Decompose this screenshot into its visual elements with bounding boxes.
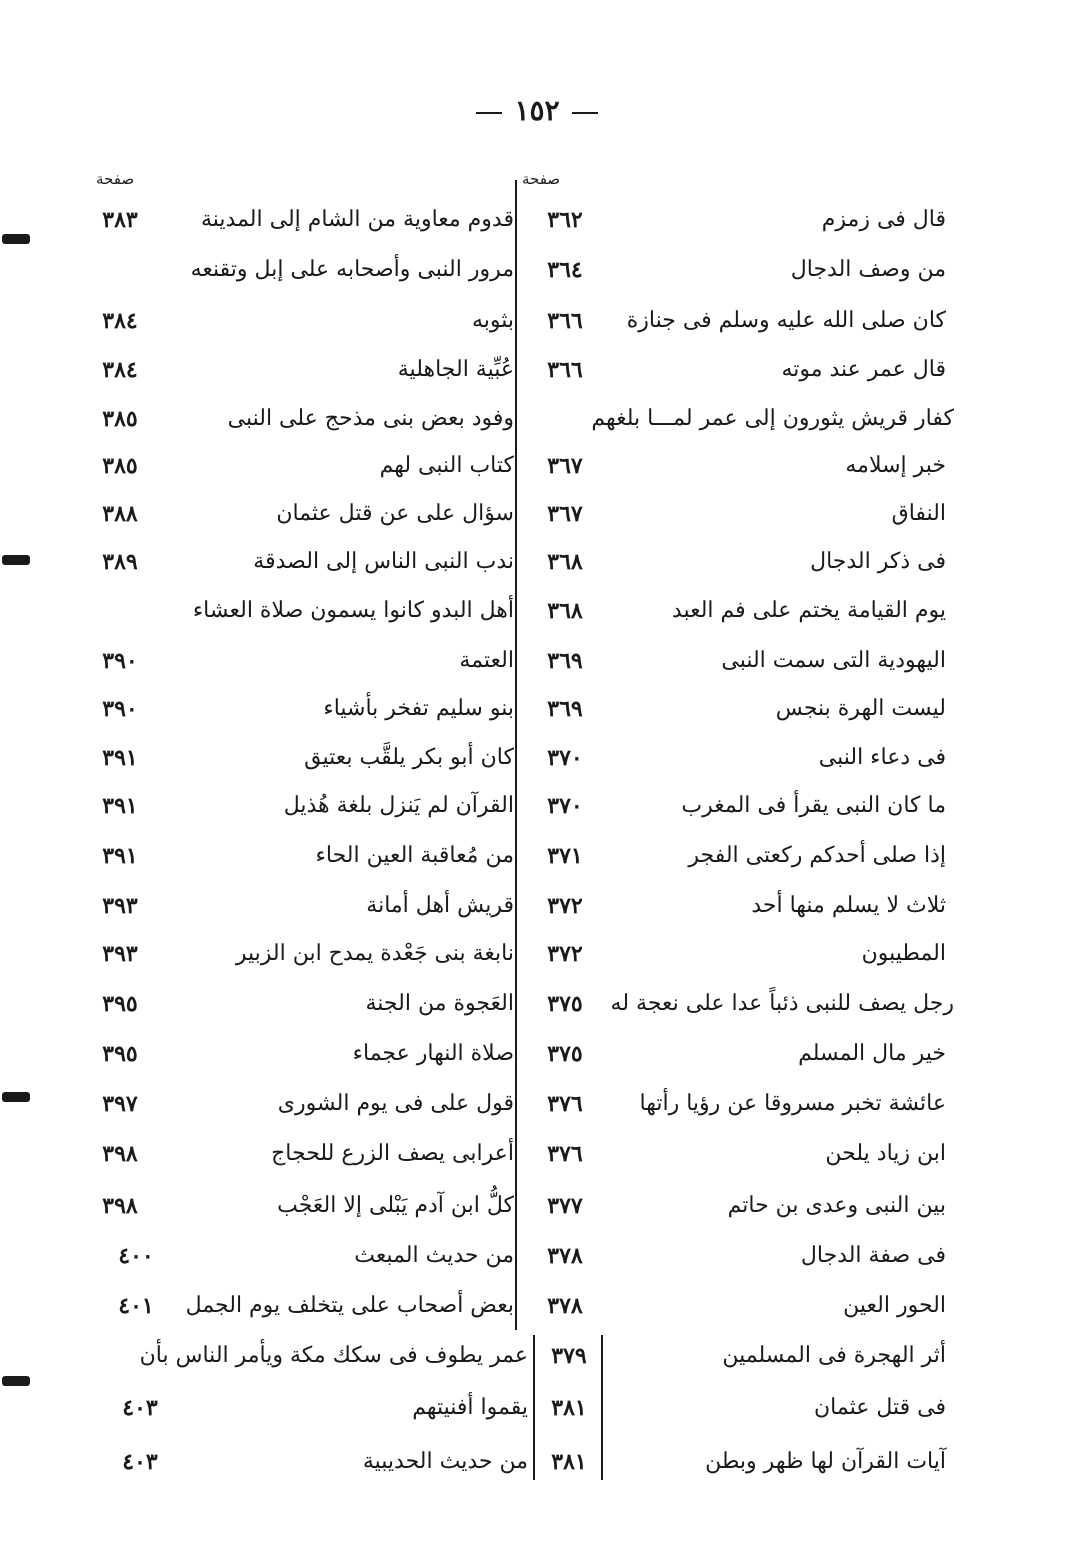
table-row [0, 1281, 1074, 1331]
page-number [0, 94, 1074, 127]
left-entry-title: بثوبه [471, 308, 514, 333]
right-entry-page: ٣٦٧ [547, 453, 583, 479]
left-entry-title: أهل البدو كانوا يسمون صلاة العشاء [192, 598, 514, 623]
right-entry-title: من وصف الدجال [790, 257, 946, 282]
table-row [0, 537, 1074, 587]
left-entry-title: قول على فى يوم الشورى [277, 1091, 514, 1116]
right-entry-title: ثلاث لا يسلم منها أحد [751, 893, 946, 918]
right-entry-page: ٣٧١ [547, 843, 583, 869]
table-row [0, 831, 1074, 881]
right-entry-page: ٣٧٧ [547, 1193, 583, 1219]
left-entry-page: ٣٩٠ [102, 696, 138, 722]
right-entry-page: ٣٦٨ [547, 549, 583, 575]
right-entry-page: ٣٧٩ [551, 1343, 587, 1369]
left-entry-page: ٣٩٣ [102, 893, 138, 919]
right-entry-title: فى قتل عثمان [814, 1395, 946, 1420]
left-entry-page: ٣٨٤ [102, 308, 138, 334]
right-entry-title: كان صلى الله عليه وسلم فى جنازة [626, 308, 946, 333]
right-entry-title: قال عمر عند موته [781, 357, 946, 382]
right-entry-title: رجل يصف للنبى ذئباً عدا على نعجة له [610, 991, 954, 1016]
right-entry-page: ٣٧٢ [547, 893, 583, 919]
right-entry-title: أثر الهجرة فى المسلمين [722, 1343, 946, 1368]
table-row [0, 781, 1074, 831]
right-entry-page: ٣٦٩ [547, 696, 583, 722]
right-entry-title: آيات القرآن لها ظهر وبطن [705, 1449, 946, 1474]
left-entry-title: أعرابى يصف الزرع للحجاج [271, 1141, 514, 1166]
right-entry-title: إذا صلى أحدكم ركعتى الفجر [688, 843, 946, 868]
right-entry-page: ٣٧٦ [547, 1091, 583, 1117]
left-entry-page: ٣٩٠ [102, 648, 138, 674]
right-entry-title: ابن زياد يلحن [825, 1141, 946, 1166]
right-entry-page: ٣٧٦ [547, 1141, 583, 1167]
left-entry-title: وفود بعض بنى مذحج على النبى [227, 406, 514, 431]
left-entry-page: ٣٨٤ [102, 357, 138, 383]
table-row [0, 1231, 1074, 1281]
left-entry-title: من حديث المبعث [354, 1243, 514, 1268]
left-entry-page: ٣٩٥ [102, 991, 138, 1017]
dash-right [476, 112, 502, 114]
right-entry-page [530, 394, 600, 444]
right-entry-title: المطيبون [861, 941, 946, 966]
right-entry-title: يوم القيامة يختم على فم العبد [671, 598, 946, 623]
left-entry-page: ٣٨٣ [102, 207, 138, 233]
table-row [0, 1383, 1074, 1433]
left-entry-title: سؤال على عن قتل عثمان [276, 501, 514, 526]
table-row [0, 489, 1074, 539]
table-row [0, 733, 1074, 783]
left-entry-page: ٣٨٥ [102, 406, 138, 432]
left-entry-page: ٣٩١ [102, 793, 138, 819]
right-entry-page: ٣٧٢ [547, 941, 583, 967]
right-entry-page: ٣٨١ [551, 1395, 587, 1421]
dash-left [572, 112, 598, 114]
left-entry-page: ٣٩٥ [102, 1041, 138, 1067]
right-entry-page: ٣٧٠ [547, 745, 583, 771]
table-row [0, 636, 1074, 686]
right-entry-page: ٣٧٨ [547, 1293, 583, 1319]
right-entry-page: ٣٨١ [551, 1449, 587, 1475]
left-entry-page [80, 245, 160, 295]
right-entry-page: ٣٧٠ [547, 793, 583, 819]
left-entry-page: ٣٩٧ [102, 1091, 138, 1117]
left-entry-title: كلُّ ابن آدم يَبْلى إلا العَجْب [277, 1193, 514, 1218]
right-entry-page: ٣٦٦ [547, 357, 583, 383]
right-entry-title: اليهودية التى سمت النبى [721, 648, 946, 673]
right-entry-title: عائشة تخبر مسروقا عن رؤيا رأتها [639, 1091, 946, 1116]
table-row [0, 296, 1074, 346]
right-entry-title: خبر إسلامه [845, 453, 946, 478]
right-entry-title: فى صفة الدجال [800, 1243, 946, 1268]
left-page-header: صفحة [96, 170, 135, 188]
left-entry-title: بعض أصحاب على يتخلف يوم الجمل [185, 1293, 514, 1318]
right-page-header: صفحة [522, 170, 561, 188]
table-row [0, 245, 1074, 295]
left-entry-title: مرور النبى وأصحابه على إبل وتقنعه [190, 257, 514, 282]
right-entry-title: خير مال المسلم [798, 1041, 946, 1066]
right-entry-title: ليست الهرة بنجس [775, 696, 946, 721]
right-entry-page: ٣٦٤ [547, 257, 583, 283]
left-entry-page: ٣٨٨ [102, 501, 138, 527]
left-entry-title: قريش أهل أمانة [366, 893, 514, 918]
table-row [0, 1079, 1074, 1129]
left-entry-page: ٣٩١ [102, 843, 138, 869]
right-entry-title: فى ذكر الدجال [810, 549, 946, 574]
right-entry-page: ٣٦٦ [547, 308, 583, 334]
right-entry-title: النفاق [891, 501, 946, 526]
left-entry-page: ٣٨٩ [102, 549, 138, 575]
table-row [0, 345, 1074, 395]
left-entry-page: ٣٩٨ [102, 1141, 138, 1167]
right-entry-title: قال فى زمزم [821, 207, 946, 232]
right-entry-page: ٣٦٧ [547, 501, 583, 527]
right-entry-page: ٣٦٨ [547, 598, 583, 624]
right-entry-page: ٣٦٩ [547, 648, 583, 674]
right-entry-title: ما كان النبى يقرأ فى المغرب [681, 793, 946, 818]
left-entry-page: ٤٠٠ [118, 1243, 154, 1269]
table-row [0, 1437, 1074, 1487]
right-entry-title: الحور العين [843, 1293, 946, 1318]
table-row [0, 1331, 1074, 1381]
right-entry-page: ٣٦٢ [547, 207, 583, 233]
left-entry-title: قدوم معاوية من الشام إلى المدينة [200, 207, 514, 232]
table-row [0, 881, 1074, 931]
left-entry-title: العَجوة من الجنة [365, 991, 514, 1016]
table-row [0, 979, 1074, 1029]
left-entry-title: كتاب النبى لهم [379, 453, 514, 478]
table-row [0, 929, 1074, 979]
left-entry-page: ٣٩٣ [102, 941, 138, 967]
left-entry-title: القرآن لم يَنزل بلغة هُذيل [283, 793, 514, 818]
table-row [0, 684, 1074, 734]
left-entry-page: ٤٠٣ [122, 1449, 158, 1475]
table-row [0, 1181, 1074, 1231]
left-entry-page: ٤٠١ [118, 1293, 154, 1319]
right-entry-title: كفار قريش يثورون إلى عمر لمـــا بلغهم [591, 406, 954, 431]
left-entry-title: عُبِّية الجاهلية [397, 357, 514, 382]
left-entry-page: ٤٠٣ [122, 1395, 158, 1421]
right-entry-page: ٣٧٥ [547, 991, 583, 1017]
table-row [0, 1129, 1074, 1179]
table-row [0, 195, 1074, 245]
left-entry-title: كان أبو بكر يلقَّب بعتيق [304, 745, 514, 770]
table-row [0, 586, 1074, 636]
left-entry-title: نابغة بنى جَعْدة يمدح ابن الزبير [235, 941, 514, 966]
right-entry-title: بين النبى وعدى بن حاتم [727, 1193, 946, 1218]
table-row [0, 394, 1074, 444]
left-entry-page: ٣٩١ [102, 745, 138, 771]
left-entry-page [96, 1331, 176, 1381]
table-row [0, 1029, 1074, 1079]
right-entry-title: فى دعاء النبى [818, 745, 946, 770]
left-entry-title: بنو سليم تفخر بأشياء [323, 696, 514, 721]
right-entry-page: ٣٧٥ [547, 1041, 583, 1067]
left-entry-title: العتمة [459, 648, 514, 673]
left-entry-title: ندب النبى الناس إلى الصدقة [253, 549, 514, 574]
right-entry-page: ٣٧٨ [547, 1243, 583, 1269]
left-entry-title: من حديث الحديبية [362, 1449, 528, 1474]
table-row [0, 441, 1074, 491]
page-number-text: ١٥٢ [514, 94, 560, 127]
left-entry-title: صلاة النهار عجماء [352, 1041, 514, 1066]
left-entry-title: عمر يطوف فى سكك مكة ويأمر الناس بأن [139, 1343, 528, 1368]
left-entry-page: ٣٩٨ [102, 1193, 138, 1219]
left-entry-page: ٣٨٥ [102, 453, 138, 479]
left-entry-page [80, 586, 160, 636]
left-entry-title: يقموا أفنيتهم [412, 1395, 528, 1420]
left-entry-title: من مُعاقبة العين الحاء [315, 843, 514, 868]
